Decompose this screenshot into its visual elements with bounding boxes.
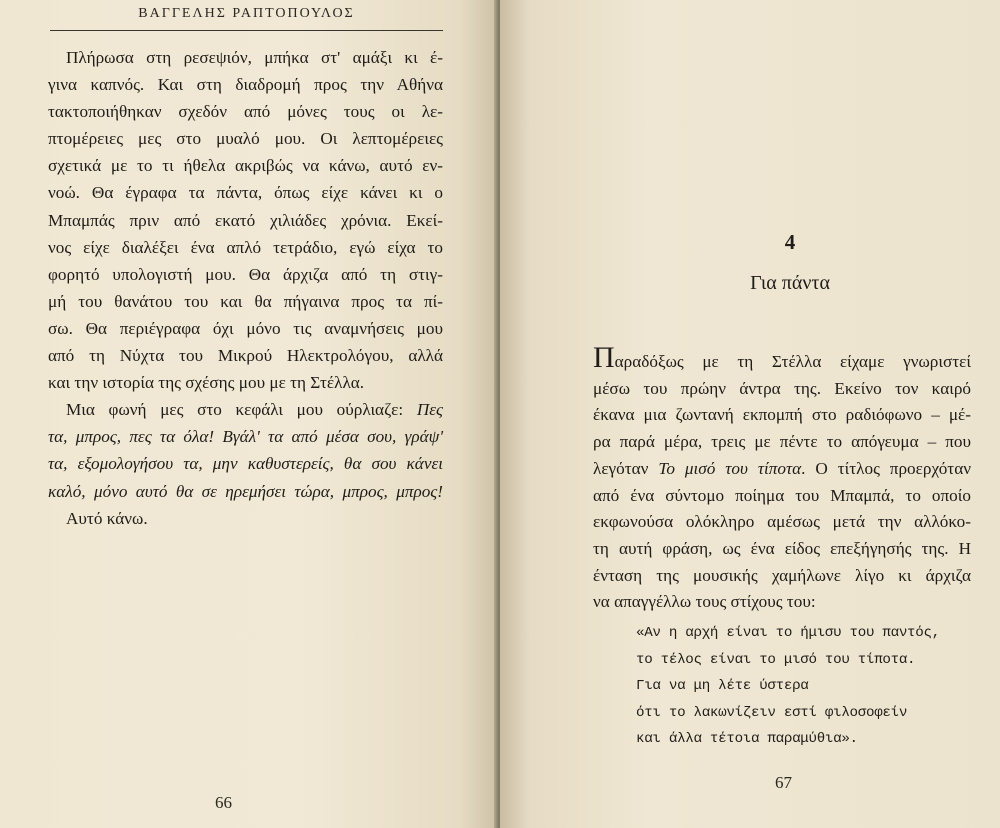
paragraph — [48, 396, 443, 504]
text-line — [593, 341, 971, 376]
text-line: μή του θανάτου του και θα πήγαινα προς τα πί- — [48, 291, 443, 311]
text-run: αραδόξως με τη Στέλλα είχαμε γνωριστεί — [614, 352, 971, 371]
drop-cap: Π — [593, 341, 615, 374]
poem-quote — [636, 620, 976, 753]
text-line: καλό, μόνο αυτό θα σε ηρεμήσει τώρα, μπρος, μπρος! — [48, 481, 443, 501]
text-line: από ένα σύντομο ποίημα του Μπαμπά, το οποίο — [593, 485, 971, 505]
text-line: Αυτό κάνω. — [66, 508, 148, 528]
text-line: νος είχε διαλέξει ένα απλό τετράδιο, εγώ είχα το — [48, 237, 443, 257]
text-line: ρα παρά μέρα, τρεις με πέντε το απόγευμα – που — [593, 432, 971, 452]
text-line: σχετικά με το τι ήθελα ακριβώς να κάνω, αυτό εν- — [48, 156, 443, 176]
chapter-title: Για πάντα — [750, 272, 830, 294]
text-line: Μπαμπάς πριν από εκατό χιλιάδες χρόνια. Εκεί- — [48, 210, 443, 230]
left-page-text — [48, 44, 443, 532]
text-line: φορητό υπολογιστή μου. Θα άρχιζα από τη στιγ- — [48, 264, 443, 284]
right-page-text — [593, 341, 971, 616]
text-line: σω. Θα περιέγραφα όχι μόνο τις αναμνήσεις μου — [48, 318, 443, 338]
text-line: τα, εξομολογήσου τα, μην καθυστερείς, θα σου κάνει — [48, 454, 443, 474]
text-line: μέσω του πρώην άντρα της. Εκείνο τον καιρό — [593, 378, 971, 398]
text-line: εκφωνούσα ολόκληρο αμέσως μετά την αλλόκο- — [593, 512, 971, 532]
text-line: και την ιστορία της σχέσης μου με τη Στέλλα. — [48, 373, 365, 393]
paragraph — [48, 44, 443, 396]
running-head: ΒΑΓΓΕΛΗΣ ΡΑΠΤΟΠΟΥΛΟΣ — [138, 6, 355, 21]
page-number: 67 — [775, 773, 792, 792]
text-line — [48, 396, 443, 423]
poem-line: Για να μη λέτε ύστερα — [636, 678, 809, 695]
text-line: πτομέρειες μες στο μυαλό μου. Οι λεπτομέρειες — [48, 129, 443, 149]
text-run: . Ο τίτλος προερχόταν — [801, 458, 971, 478]
text-line: έκανα μια ζωντανή εκπομπή στο ραδιόφωνο – μέ- — [593, 405, 971, 425]
poem-line: και άλλα τέτοια παραμύθια». — [636, 731, 858, 748]
text-line: τακτοποιήθηκαν σχεδόν από μόνες τους οι λε- — [48, 102, 443, 122]
text-line: νοώ. Θα έγραφα τα πάντα, όπως είχε κάνει κι ο — [48, 183, 443, 203]
text-line: τα, μπρος, πες τα όλα! Βγάλ' τα από μέσα σου, γράψ' — [48, 427, 443, 447]
paragraph — [48, 505, 443, 532]
text-run: λεγόταν — [593, 458, 659, 478]
text-line: ένταση της μουσικής χαμήλωνε λίγο κι άρχιζα — [593, 565, 971, 585]
text-line: από τη Νύχτα του Μικρού Ηλεκτρολόγου, αλλά — [48, 346, 443, 366]
running-head-rule — [50, 30, 443, 31]
text-line: τη αυτή φράση, ως ένα είδος επεξήγησής της. Η — [593, 538, 971, 558]
text-line: γινα καπνός. Και στη διαδρομή προς την Αθήνα — [48, 75, 443, 95]
text-line: Πλήρωσα στη ρεσεψιόν, μπήκα στ' αμάξι κι έ- — [66, 48, 443, 67]
italic-run: Το μισό του τίποτα — [658, 458, 802, 478]
text-run: Μια φωνή μες στο κεφάλι μου ούρλιαζε: — [66, 400, 417, 420]
page-number: 66 — [215, 793, 232, 812]
poem-line: «Αν η αρχή είναι το ήμισυ του παντός, — [636, 625, 940, 641]
italic-run: Πες — [416, 400, 443, 420]
text-line — [593, 456, 971, 483]
text-line: να απαγγέλλω τους στίχους του: — [593, 592, 816, 612]
poem-line: ότι το λακωνίζειν εστί φιλοσοφείν — [636, 704, 908, 721]
chapter-number: 4 — [784, 230, 796, 254]
poem-line: το τέλος είναι το μισό του τίποτα. — [636, 651, 916, 668]
